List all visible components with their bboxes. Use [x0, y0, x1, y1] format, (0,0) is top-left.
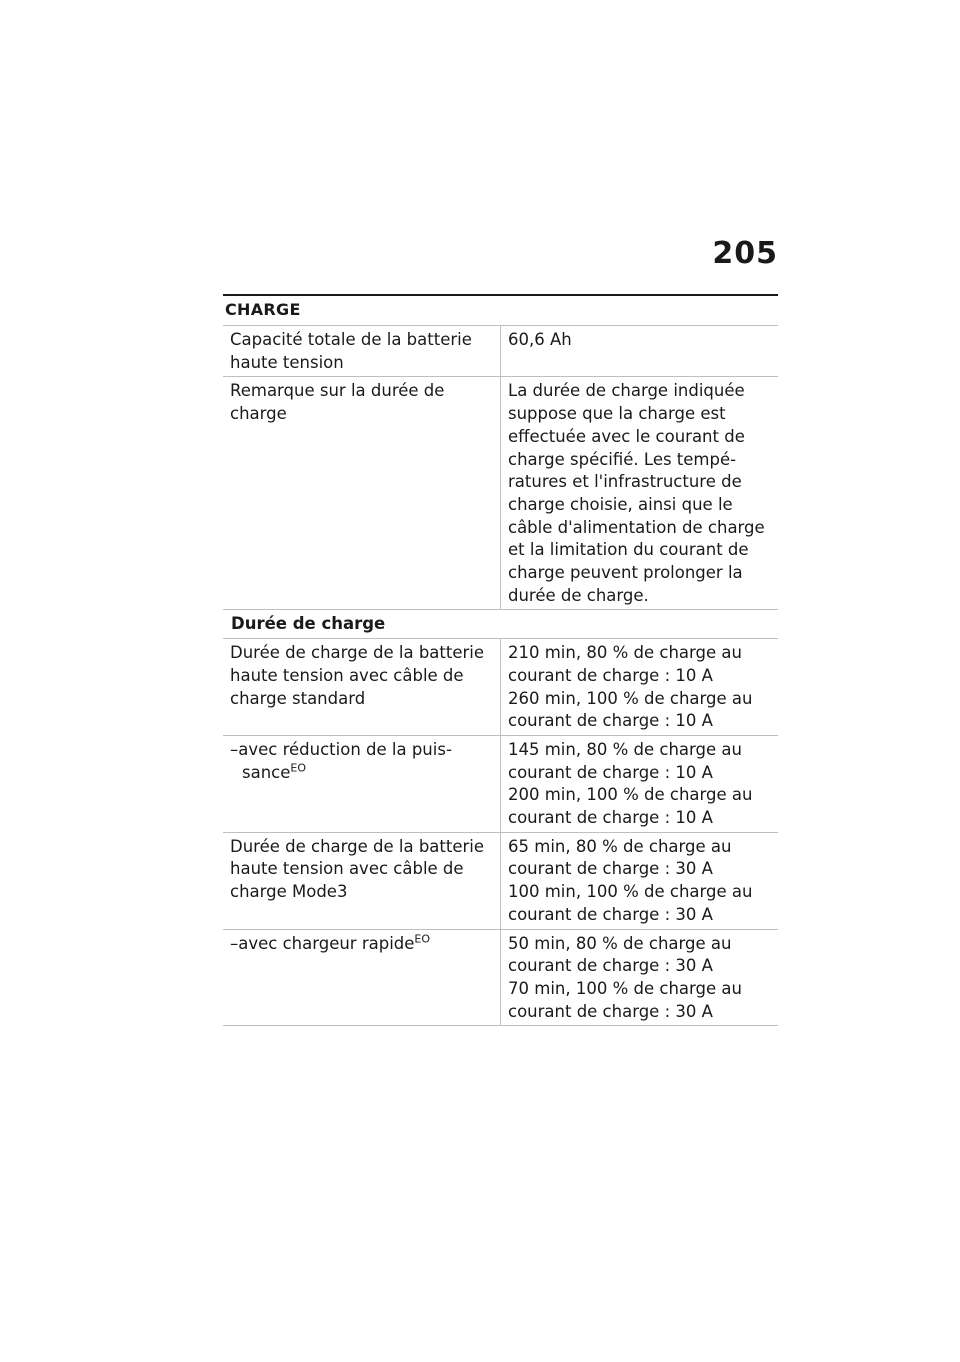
table-row — [223, 377, 778, 610]
row-value — [501, 326, 779, 377]
section-title: CHARGE — [223, 294, 778, 325]
label-text: –avec réduction de la puis-sance — [230, 739, 452, 782]
row-label — [223, 735, 501, 832]
value-text: 200 min, 100 % de charge au courant de charge : 10 A — [508, 785, 753, 828]
value-text: 60,6 Ah — [508, 330, 572, 349]
dash-item — [230, 933, 494, 956]
table-row — [223, 929, 778, 1026]
label-text: –avec chargeur rapide — [230, 933, 415, 953]
label-text: Durée de charge de la batterie haute tension avec câble de charge standard — [230, 643, 485, 708]
row-label — [223, 326, 501, 377]
value-text: 260 min, 100 % de charge au courant de charge : 10 A — [508, 688, 753, 731]
table-row — [223, 832, 778, 929]
option-marker: EO — [414, 932, 431, 946]
row-label — [223, 832, 501, 929]
spec-section — [223, 294, 778, 1026]
page-number: 205 — [712, 236, 778, 271]
value-text: 70 min, 100 % de charge au courant de charge : 30 A — [508, 978, 742, 1021]
row-value — [501, 735, 779, 832]
value-text: 210 min, 80 % de charge au courant de charge : 10 A — [508, 643, 742, 685]
dash-item — [230, 739, 494, 784]
value-text: 145 min, 80 % de charge au courant de charge : 10 A — [508, 739, 742, 782]
row-value — [501, 929, 779, 1026]
table-row — [223, 639, 778, 736]
value-text: 50 min, 80 % de charge au courant de charge : 30 A — [508, 933, 732, 976]
table-row — [223, 326, 778, 377]
row-value — [501, 639, 779, 736]
row-label — [223, 377, 501, 610]
row-label — [223, 929, 501, 1026]
spec-table — [223, 325, 778, 1026]
subsection-row — [223, 610, 778, 639]
value-text: 100 min, 100 % de charge au courant de charge : 30 A — [508, 882, 753, 924]
row-value — [501, 832, 779, 929]
value-text: La durée de charge indiquée suppose que la charge est effectuée avec le courant de charge spécifié. Les tempé-ratures et l'infrastructure de charge choisie, ainsi que le câble d'alimentation de charge et la limitation du courant de charge peuvent prolonger la durée de charge. — [508, 381, 765, 605]
table-row — [223, 735, 778, 832]
label-text: Capacité totale de la batterie haute tension — [230, 330, 472, 372]
option-marker: EO — [290, 761, 306, 775]
row-label — [223, 639, 501, 736]
label-text: Remarque sur la durée de charge — [230, 381, 445, 424]
subsection-title: Durée de charge — [223, 610, 778, 639]
value-text: 65 min, 80 % de charge au courant de charge : 30 A — [508, 836, 732, 879]
label-text: Durée de charge de la batterie haute tension avec câble de charge Mode3 — [230, 836, 485, 902]
row-value — [501, 377, 779, 610]
